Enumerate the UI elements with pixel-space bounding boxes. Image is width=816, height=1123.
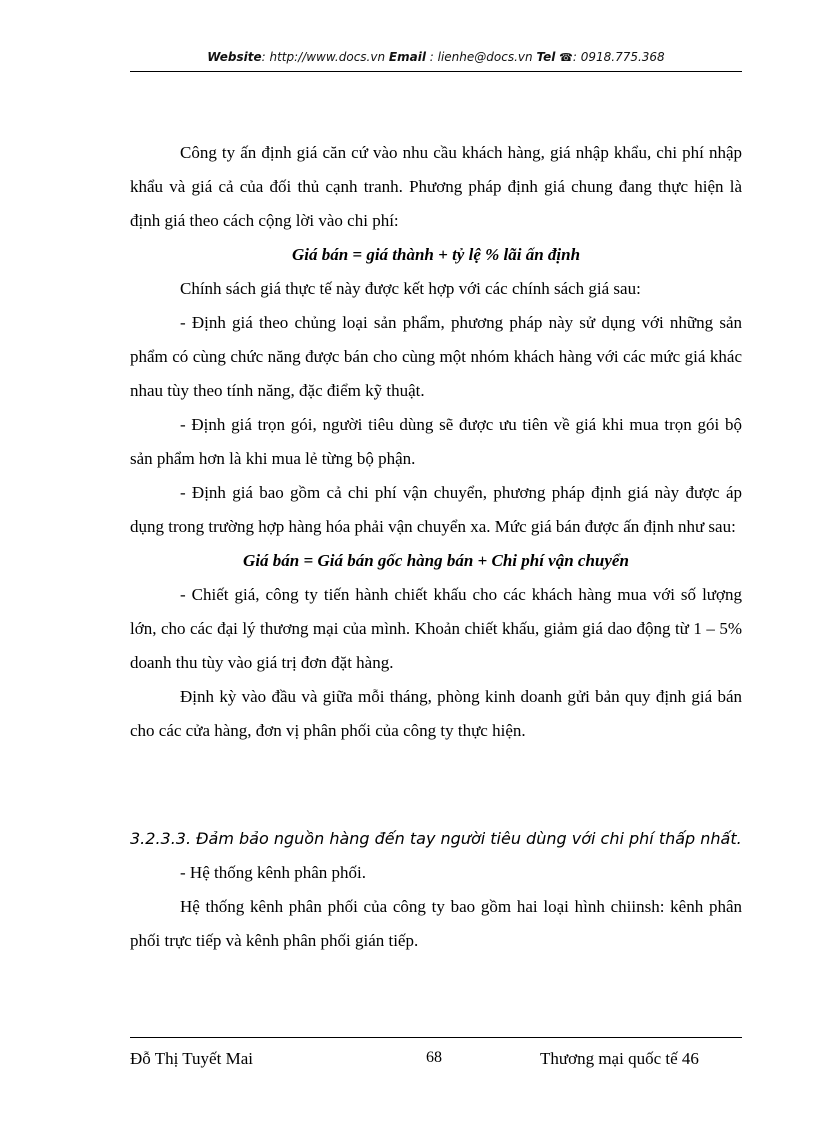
paragraph-distribution-system: - Hệ thống kênh phân phối.	[180, 863, 367, 882]
body-block-2	[130, 856, 742, 958]
paragraph-pricing-basis: Công ty ấn định giá căn cứ vào nhu cầu khách hàng, giá nhập khẩu, chi phí nhập khẩu và giá cả của đối thủ cạnh tranh. Phương pháp định giá chung đang thực hiện là định giá theo cách cộng lời vào chi phí:	[130, 143, 742, 230]
page-header	[130, 50, 742, 64]
website-value: : http://www.docs.vn	[261, 50, 386, 64]
email-value: : lienhe@docs.vn	[429, 50, 533, 64]
body-block-1	[130, 136, 742, 748]
formula-price-shipping: Giá bán = Giá bán gốc hàng bán + Chi phí vận chuyển	[243, 551, 629, 570]
paragraph-pricing-policies: Chính sách giá thực tế này được kết hợp với các chính sách giá sau:	[180, 279, 641, 298]
tel-value: : 0918.775.368	[572, 50, 665, 64]
footer-rule	[130, 1037, 742, 1038]
footer-page-number: 68	[426, 1049, 442, 1066]
phone-icon: ☎	[559, 51, 573, 64]
paragraph-distribution-channels: Hệ thống kênh phân phối của công ty bao gồm hai loại hình chiinsh: kênh phân phối trực tiếp và kênh phân phối gián tiếp.	[130, 897, 742, 950]
tel-label: Tel	[536, 50, 556, 64]
paragraph-discount: - Chiết giá, công ty tiến hành chiết khấu cho các khách hàng mua với số lượng lớn, cho các đại lý thương mại của mình. Khoản chiết khấu, giảm giá dao động từ 1 – 5% doanh thu tùy vào giá trị đơn đặt hàng.	[130, 585, 742, 672]
email-label: Email	[388, 50, 426, 64]
paragraph-bundle-pricing: - Định giá trọn gói, người tiêu dùng sẽ được ưu tiên về giá khi mua trọn gói bộ sản phẩm hơn là khi mua lẻ từng bộ phận.	[130, 415, 742, 468]
section-heading: 3.2.3.3. Đảm bảo nguồn hàng đến tay người tiêu dùng với chi phí thấp nhất.	[130, 829, 742, 848]
paragraph-product-line-pricing: - Định giá theo chủng loại sản phẩm, phương pháp này sử dụng với những sản phẩm có cùng chức năng được bán cho cùng một nhóm khách hàng với các mức giá khác nhau tùy theo tính năng, đặc điểm kỹ thuật.	[130, 313, 742, 400]
footer-author: Đỗ Thị Tuyết Mai	[130, 1049, 253, 1068]
paragraph-periodic-pricing: Định kỳ vào đầu và giữa mỗi tháng, phòng kinh doanh gửi bản quy định giá bán cho các cửa hàng, đơn vị phân phối của công ty thực hiện.	[130, 687, 742, 740]
header-rule	[130, 71, 742, 72]
formula-price-cost-plus: Giá bán = giá thành + tỷ lệ % lãi ấn định	[291, 245, 581, 264]
footer-course: Thương mại quốc tế 46	[540, 1049, 699, 1068]
paragraph-shipping-pricing: - Định giá bao gồm cả chi phí vận chuyển, phương pháp định giá này được áp dụng trong trường hợp hàng hóa phải vận chuyển xa. Mức giá bán được ấn định như sau:	[130, 483, 742, 536]
website-label: Website	[207, 50, 262, 64]
